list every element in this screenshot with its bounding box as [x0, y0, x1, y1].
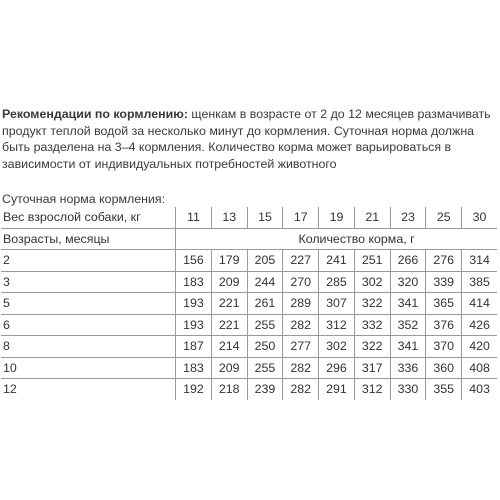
amount-cell: 179	[211, 250, 247, 272]
amount-cell: 312	[354, 379, 390, 400]
amount-cell: 261	[247, 293, 283, 315]
table-row	[1, 357, 497, 379]
age-cell: 12	[1, 379, 176, 400]
amount-cell: 244	[247, 271, 283, 293]
amount-cell: 214	[211, 336, 247, 358]
weight-col-header: 15	[247, 207, 283, 228]
weight-col-header: 23	[390, 207, 426, 228]
weight-col-header: 11	[176, 207, 212, 228]
amount-cell: 209	[211, 271, 247, 293]
amount-cell: 209	[211, 357, 247, 379]
amount-cell: 255	[247, 314, 283, 336]
amount-cell: 192	[176, 379, 212, 400]
weight-col-header: 13	[211, 207, 247, 228]
amount-cell: 296	[319, 357, 355, 379]
amount-cell: 282	[283, 357, 319, 379]
amount-cell: 193	[176, 293, 212, 315]
amount-cell: 408	[462, 357, 497, 379]
daily-norm-title: Суточная норма кормления:	[2, 192, 166, 206]
amount-cell: 282	[283, 314, 319, 336]
weight-col-header: 19	[319, 207, 355, 228]
amount-cell: 336	[390, 357, 426, 379]
amount-cell: 339	[426, 271, 462, 293]
table-row	[1, 293, 497, 315]
table-row	[1, 250, 497, 272]
recommendation-lead: Рекомендации по кормлению:	[2, 107, 188, 121]
amount-cell: 255	[247, 357, 283, 379]
amount-cell: 289	[283, 293, 319, 315]
amount-cell: 251	[354, 250, 390, 272]
amount-cell: 355	[426, 379, 462, 400]
amount-cell: 322	[354, 293, 390, 315]
amount-cell: 302	[354, 271, 390, 293]
table-row	[1, 336, 497, 358]
age-cell: 8	[1, 336, 176, 358]
amount-cell: 420	[462, 336, 497, 358]
feeding-recommendation	[2, 106, 498, 172]
weight-header: Вес взрослой собаки, кг	[1, 207, 176, 228]
amount-cell: 376	[426, 314, 462, 336]
amount-cell: 426	[462, 314, 497, 336]
age-header-row	[1, 228, 497, 250]
weight-col-header: 21	[354, 207, 390, 228]
amount-cell: 193	[176, 314, 212, 336]
weight-col-header: 25	[426, 207, 462, 228]
amount-cell: 330	[390, 379, 426, 400]
weight-col-header: 30	[462, 207, 497, 228]
amount-cell: 239	[247, 379, 283, 400]
amount-cell: 314	[462, 250, 497, 272]
age-header: Возрасты, месяцы	[1, 228, 176, 250]
amount-cell: 302	[319, 336, 355, 358]
amount-cell: 352	[390, 314, 426, 336]
amount-cell: 266	[390, 250, 426, 272]
amount-cell: 277	[283, 336, 319, 358]
amount-cell: 250	[247, 336, 283, 358]
amount-cell: 241	[319, 250, 355, 272]
amount-cell: 276	[426, 250, 462, 272]
amount-cell: 385	[462, 271, 497, 293]
amount-cell: 221	[211, 314, 247, 336]
amount-cell: 183	[176, 357, 212, 379]
recommendation-text: щенкам в возрасте от 2 до 12 месяцев размачивать продукт теплой водой за несколько минут до кормления. Суточная норма должна быть разделена на 3–4 кормления. Количество корма может варьироваться в зависимости от индивидуальных потребностей животного	[2, 107, 491, 171]
amount-cell: 370	[426, 336, 462, 358]
amount-cell: 403	[462, 379, 497, 400]
age-cell: 10	[1, 357, 176, 379]
feeding-table	[1, 207, 497, 400]
amount-cell: 414	[462, 293, 497, 315]
amount-cell: 187	[176, 336, 212, 358]
amount-cell: 360	[426, 357, 462, 379]
age-cell: 2	[1, 250, 176, 272]
amount-cell: 341	[390, 336, 426, 358]
amount-cell: 270	[283, 271, 319, 293]
amount-cell: 183	[176, 271, 212, 293]
amount-cell: 218	[211, 379, 247, 400]
amount-cell: 291	[319, 379, 355, 400]
amount-cell: 320	[390, 271, 426, 293]
amount-cell: 365	[426, 293, 462, 315]
age-cell: 5	[1, 293, 176, 315]
table-row	[1, 271, 497, 293]
amount-cell: 341	[390, 293, 426, 315]
table-row	[1, 379, 497, 400]
amount-cell: 227	[283, 250, 319, 272]
amount-cell: 282	[283, 379, 319, 400]
amount-cell: 156	[176, 250, 212, 272]
amount-cell: 312	[319, 314, 355, 336]
amount-cell: 317	[354, 357, 390, 379]
age-cell: 6	[1, 314, 176, 336]
amount-cell: 221	[211, 293, 247, 315]
amount-cell: 332	[354, 314, 390, 336]
weight-col-header: 17	[283, 207, 319, 228]
amount-header: Количество корма, г	[176, 228, 497, 250]
table-body	[1, 250, 497, 400]
amount-cell: 285	[319, 271, 355, 293]
table-row	[1, 314, 497, 336]
amount-cell: 307	[319, 293, 355, 315]
weight-header-row	[1, 207, 497, 228]
amount-cell: 322	[354, 336, 390, 358]
amount-cell: 205	[247, 250, 283, 272]
age-cell: 3	[1, 271, 176, 293]
